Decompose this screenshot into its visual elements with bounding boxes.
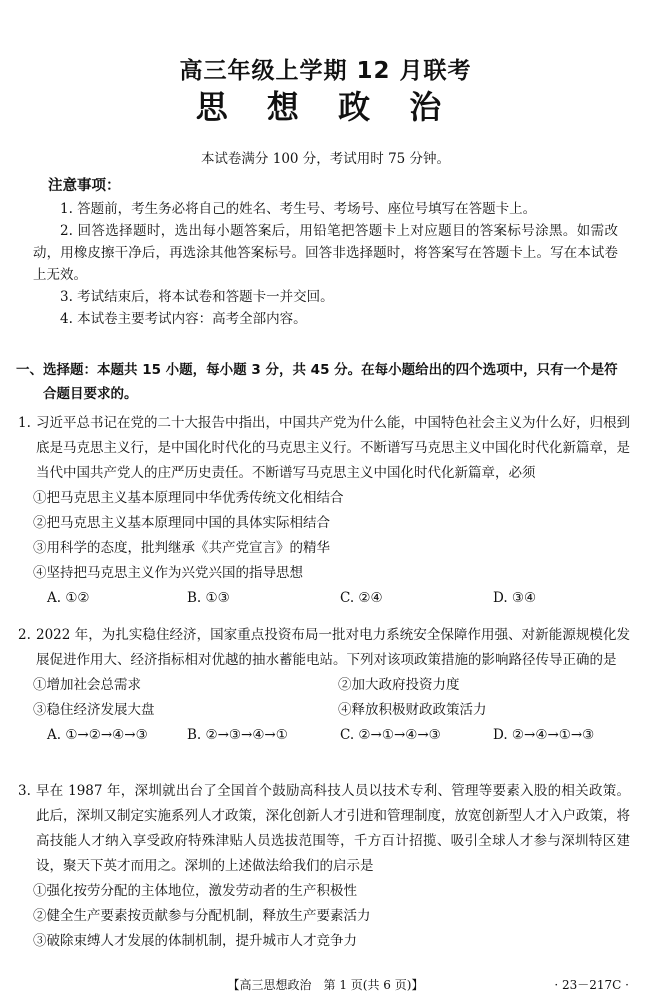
statement-row bbox=[18, 698, 630, 723]
subject-title: 思 想 政 治 bbox=[195, 88, 456, 126]
question-2 bbox=[18, 623, 630, 748]
statement: ③破除束缚人才发展的体制机制，提升城市人才竞争力 bbox=[33, 933, 357, 949]
statement: ③用科学的态度，批判继承《共产党宣言》的精华 bbox=[33, 540, 330, 556]
question-number: 1. bbox=[18, 415, 31, 431]
statement: ③稳住经济发展大盘 bbox=[33, 702, 155, 718]
question-text: 2022 年，为扎实稳住经济，国家重点投资布局一批对电力系统安全保障作用强、对新能源规模化发展促进作用大、经济指标相对优越的抽水蓄能电站。下列对该项政策措施的影响路径传导正确的是 bbox=[36, 627, 630, 668]
choice-d[interactable]: D. ③④ bbox=[493, 590, 537, 606]
question-1 bbox=[18, 411, 630, 611]
question-number: 2. bbox=[18, 627, 31, 643]
statement: ①强化按劳分配的主体地位，激发劳动者的生产积极性 bbox=[33, 883, 357, 899]
choice-c[interactable]: C. ②④ bbox=[340, 590, 383, 606]
choice-row bbox=[18, 586, 630, 611]
choice-row bbox=[18, 723, 630, 748]
choice-c[interactable]: C. ②→①→④→③ bbox=[340, 727, 441, 743]
footer-code: · 23－217C · bbox=[554, 978, 629, 992]
choice-a[interactable]: A. ①② bbox=[47, 590, 90, 606]
statement: ①增加社会总需求 bbox=[33, 677, 141, 693]
question-stem bbox=[18, 411, 630, 486]
statement: ②加大政府投资力度 bbox=[338, 677, 460, 693]
statement-row bbox=[18, 673, 630, 698]
notice-item: 4. 本试卷主要考试内容：高考全部内容。 bbox=[60, 311, 307, 327]
notice-item: 2. 回答选择题时，选出每小题答案后，用铅笔把答题卡上对应题目的答案标号涂黑。如需改动，用橡皮擦干净后，再选涂其他答案标号。回答非选择题时，将答案写在答题卡上。写在本试卷上无效。 bbox=[33, 223, 618, 283]
footer-page-info: 【高三思想政治 第 1 页(共 6 页)】 bbox=[227, 978, 424, 992]
section-line: 一、选择题：本题共 15 小题，每小题 3 分，共 45 分。在每小题给出的四个选项中，只有一个是符 bbox=[16, 362, 618, 378]
notice-list bbox=[33, 198, 618, 330]
choice-d[interactable]: D. ②→④→①→③ bbox=[493, 727, 595, 743]
question-3 bbox=[18, 779, 630, 954]
section-heading bbox=[16, 358, 626, 406]
notice-item: 1. 答题前，考生务必将自己的姓名、考生号、考场号、座位号填写在答题卡上。 bbox=[60, 201, 537, 217]
question-number: 3. bbox=[18, 783, 31, 799]
section-line: 合题目要求的。 bbox=[43, 386, 138, 402]
notice-item: 3. 考试结束后，将本试卷和答题卡一并交回。 bbox=[60, 289, 334, 305]
notice-heading: 注意事项： bbox=[48, 178, 121, 194]
question-text: 习近平总书记在党的二十大报告中指出，中国共产党为什么能，中国特色社会主义为什么好，归根到底是马克思主义行，是中国化时代化的马克思主义行。不断谱写马克思主义中国化时代化新篇章，是当代中国共产党人的庄严历史责任。不断谱写马克思主义中国化时代化新篇章，必须 bbox=[36, 415, 630, 481]
question-stem bbox=[18, 623, 630, 673]
statement: ④释放积极财政政策活力 bbox=[338, 702, 487, 718]
exam-intro: 本试卷满分 100 分，考试用时 75 分钟。 bbox=[200, 151, 451, 167]
choice-b[interactable]: B. ②→③→④→① bbox=[187, 727, 288, 743]
statement: ②健全生产要素按贡献参与分配机制，释放生产要素活力 bbox=[33, 908, 371, 924]
statement: ①把马克思主义基本原理同中华优秀传统文化相结合 bbox=[33, 490, 344, 506]
exam-title: 高三年级上学期 12 月联考 bbox=[179, 58, 472, 84]
question-text: 早在 1987 年，深圳就出台了全国首个鼓励高科技人员以技术专利、管理等要素入股的相关政策。此后，深圳又制定实施系列人才政策，深化创新人才引进和管理制度，放宽创新型人才入户政策，将高技能人才纳入享受政府特殊津贴人员选拔范围等，千方百计招揽、吸引全球人才参与深圳特区建设，聚天下英才而用之。深圳的上述做法给我们的启示是 bbox=[36, 783, 630, 874]
statement: ④坚持把马克思主义作为兴党兴国的指导思想 bbox=[33, 565, 303, 581]
statement: ②把马克思主义基本原理同中国的具体实际相结合 bbox=[33, 515, 330, 531]
choice-a[interactable]: A. ①→②→④→③ bbox=[47, 727, 148, 743]
question-stem bbox=[18, 779, 630, 879]
choice-b[interactable]: B. ①③ bbox=[187, 590, 230, 606]
